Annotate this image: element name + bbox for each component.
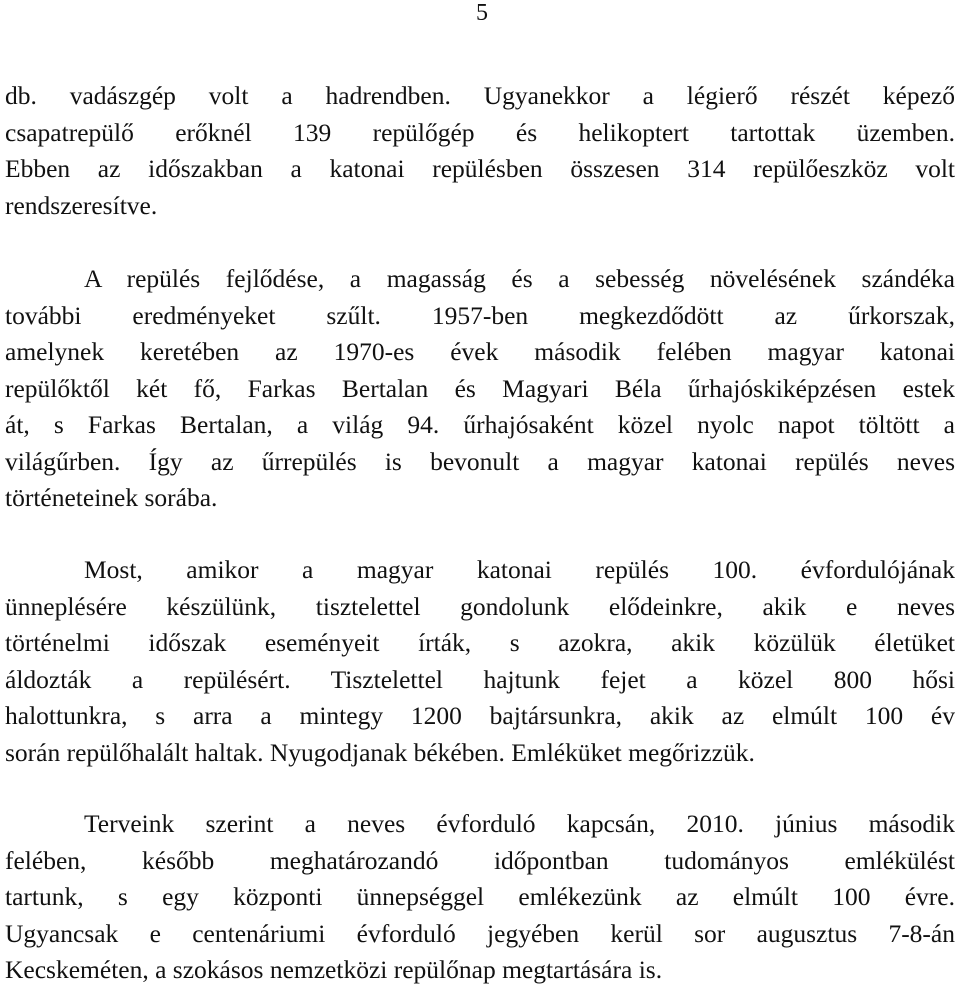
paragraph-line: ünneplésére készülünk, tisztelettel gondolunk elődeinkre, akik e neves: [5, 591, 955, 621]
paragraph-line: át, s Farkas Bertalan, a világ 94. űrhajósaként közel nyolc napot töltött a: [5, 410, 955, 439]
paragraph-line: Kecskeméten, a szokásos nemzetközi repülőnap megtartására is.: [5, 955, 663, 984]
paragraph-line: történeteinek sorába.: [5, 483, 218, 512]
paragraph-line: A repülés fejlődése, a magasság és a sebesség növelésének szándéka: [84, 264, 955, 293]
paragraph-3: [5, 552, 955, 771]
paragraph-line: Ugyancsak e centenáriumi évforduló jegyében kerül sor augusztus 7-8-án: [5, 918, 955, 948]
paragraph-line: történelmi időszak eseményeit írták, s azokra, akik közülük életüket: [5, 628, 955, 657]
paragraph-line: Ebben az időszakban a katonai repülésben összesen 314 repülőeszköz volt: [5, 154, 955, 183]
paragraph-line: Most, amikor a magyar katonai repülés 100. évfordulójának: [84, 555, 955, 584]
paragraph-line: csapatrepülő erőknél 139 repülőgép és helikoptert tartottak üzemben.: [5, 117, 955, 147]
paragraph-line: világűrben. Így az űrrepülés is bevonult a magyar katonai repülés neves: [5, 446, 955, 476]
paragraph-line: halottunkra, s arra a mintegy 1200 bajtársunkra, akik az elmúlt 100 év: [5, 701, 955, 730]
paragraph-line: felében, később meghatározandó időpontban tudományos emlékülést: [5, 845, 955, 875]
paragraph-line: áldozták a repülésért. Tisztelettel hajtunk fejet a közel 800 hősi: [5, 664, 955, 694]
paragraph-2: [5, 261, 955, 517]
paragraph-4: [5, 806, 955, 989]
paragraph-line: Terveink szerint a neves évforduló kapcsán, 2010. június második: [84, 809, 955, 838]
page-number: 5: [476, 0, 488, 26]
paragraph-line: rendszeresítve.: [5, 190, 158, 220]
paragraph-line: során repülőhalált haltak. Nyugodjanak békében. Emléküket megőrizzük.: [5, 737, 755, 767]
paragraph-line: tartunk, s egy központi ünnepséggel emlékezünk az elmúlt 100 évre.: [5, 882, 955, 911]
paragraph-line: amelynek keretében az 1970-es évek második felében magyar katonai: [5, 337, 955, 366]
paragraph-1: [5, 78, 955, 224]
paragraph-line: repülőktől két fő, Farkas Bertalan és Magyari Béla űrhajóskiképzésen estek: [5, 373, 955, 403]
paragraph-line: további eredményeket szűlt. 1957-ben megkezdődött az űrkorszak,: [5, 300, 955, 330]
paragraph-line: db. vadászgép volt a hadrendben. Ugyanekkor a légierő részét képező: [5, 81, 955, 110]
